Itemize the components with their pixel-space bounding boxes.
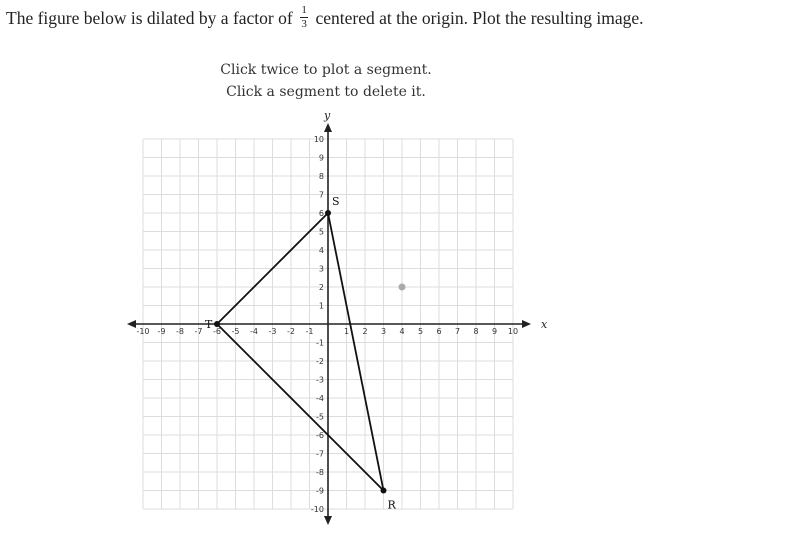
y-tick-label: 4 [318, 246, 324, 255]
y-tick-label: -7 [316, 449, 324, 459]
x-tick-label: 7 [454, 327, 461, 336]
segment-TR[interactable] [217, 324, 387, 491]
vertex-point-T[interactable] [214, 321, 220, 327]
y-tick-label: 5 [318, 227, 324, 237]
x-tick-label: 10 [507, 327, 519, 336]
question-suffix: centered at the origin. Plot the resulting image. [315, 8, 644, 28]
y-tick-label: -9 [316, 486, 324, 496]
vertex-label-T: T [205, 318, 213, 331]
y-tick-label: 3 [318, 264, 324, 274]
fraction-denominator: 3 [301, 18, 307, 31]
vertex-label-S: S [332, 195, 340, 208]
y-tick-label: -2 [316, 357, 324, 366]
y-axis-up-arrow-icon [324, 123, 332, 132]
y-tick-label: 10 [313, 135, 324, 144]
y-tick-label: 1 [318, 301, 324, 311]
x-axis-left-arrow-icon [127, 320, 136, 328]
x-tick-label: -6 [213, 327, 221, 336]
y-tick-label: -3 [316, 375, 324, 385]
y-tick-label: 6 [318, 209, 324, 218]
cursor-point [399, 284, 406, 291]
x-tick-label: 8 [473, 327, 479, 336]
x-axis-label: x [541, 318, 548, 331]
x-tick-label: -2 [287, 327, 295, 336]
x-tick-label: -5 [231, 327, 240, 336]
x-tick-label: 9 [491, 327, 498, 336]
y-tick-label: 7 [318, 190, 324, 200]
vertex-point-R[interactable] [381, 488, 387, 494]
x-tick-label: -9 [157, 327, 166, 336]
question-prefix: The figure below is dilated by a factor of [6, 8, 293, 28]
y-tick-label: -8 [316, 468, 324, 477]
y-tick-label: 8 [318, 172, 324, 181]
x-tick-label: 1 [343, 327, 350, 336]
segment-RS[interactable] [328, 213, 387, 491]
vertex-point-S[interactable] [325, 210, 331, 216]
y-tick-label: -10 [310, 505, 324, 514]
x-tick-label: 3 [380, 327, 387, 336]
y-axis-down-arrow-icon [324, 516, 332, 525]
fraction-numerator: 1 [301, 4, 307, 17]
x-tick-label: -10 [136, 327, 150, 336]
x-axis-right-arrow-icon [522, 320, 531, 328]
y-tick-label: 2 [318, 283, 324, 292]
vertex-label-R: R [387, 498, 396, 512]
y-tick-label: -4 [316, 394, 324, 403]
y-tick-label: -6 [316, 431, 324, 440]
x-tick-label: -8 [176, 327, 184, 336]
x-tick-label: -7 [194, 327, 203, 336]
x-tick-label: 6 [436, 327, 442, 336]
instruction-delete: Click a segment to delete it. [226, 84, 426, 100]
instruction-plot: Click twice to plot a segment. [220, 62, 432, 78]
x-tick-label: -1 [305, 327, 314, 336]
x-tick-label: 2 [362, 327, 368, 336]
y-tick-label: 9 [318, 153, 324, 163]
y-tick-label: -1 [316, 338, 324, 348]
x-tick-label: 4 [399, 327, 405, 336]
y-tick-label: -5 [316, 412, 324, 422]
x-tick-label: 5 [417, 327, 424, 336]
x-tick-label: -3 [268, 327, 277, 336]
x-tick-label: -4 [250, 327, 258, 336]
y-axis-label: y [324, 109, 331, 122]
